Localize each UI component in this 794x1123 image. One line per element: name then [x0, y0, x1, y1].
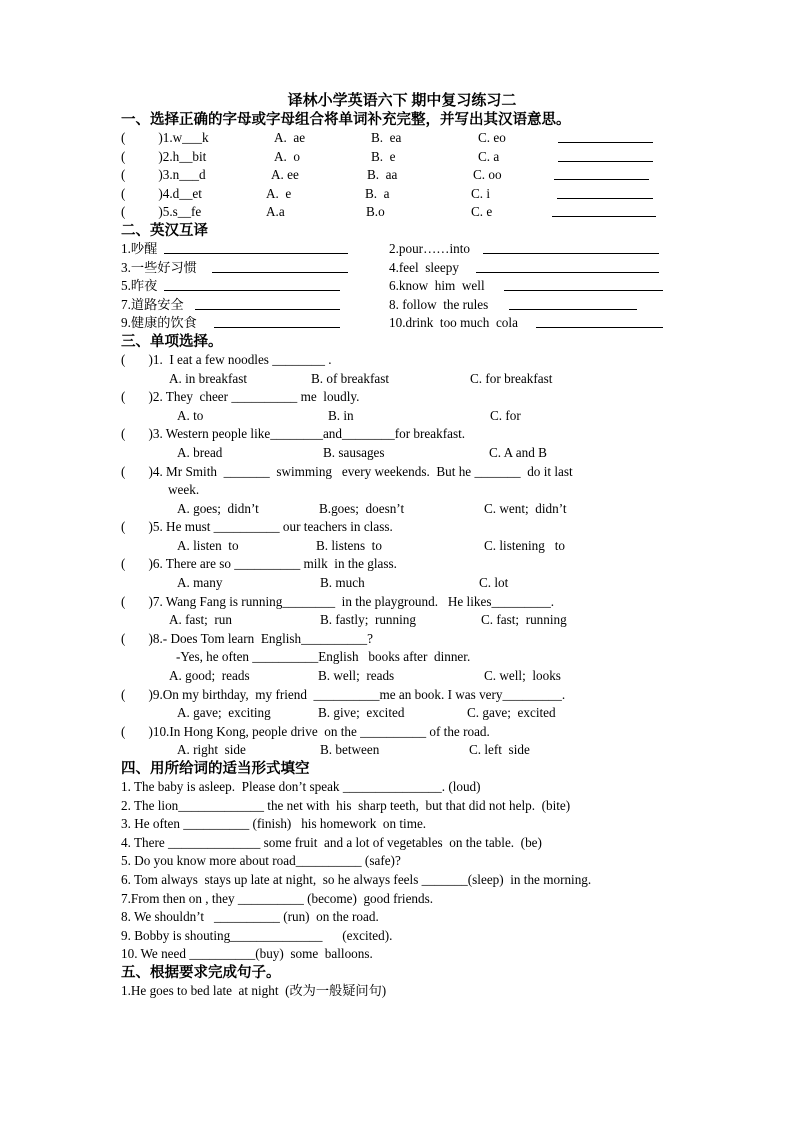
answer-blank[interactable]: [558, 161, 653, 162]
answer-blank[interactable]: [536, 327, 663, 328]
question-8: ( )8.- Does Tom learn English__________?: [121, 630, 373, 646]
answer-blank[interactable]: [504, 290, 663, 291]
answer-blank[interactable]: [554, 179, 649, 180]
answer-blank[interactable]: [164, 253, 348, 254]
options-8: A. good; reads B. well; reads C. well; looks: [169, 668, 561, 684]
question-9: ( )9.On my birthday, my friend __________me an book. I was very_________.: [121, 686, 566, 702]
question-10: ( )10.In Hong Kong, people drive on the __________ of the road.: [121, 723, 490, 739]
list-item: 3.一些好习惯 4.feel sleepy: [121, 259, 669, 278]
options-5: A. listen to B. listens to C. listening to: [177, 537, 565, 553]
list-item: 4. There ______________ some fruit and a lot of vegetables on the table. (be): [121, 834, 542, 850]
part4-list: [121, 778, 669, 964]
options-6: A. many B. much C. lot: [177, 575, 509, 591]
options-10: A. right side B. between C. left side: [177, 742, 530, 758]
section-4-heading: 四、用所给词的适当形式填空: [121, 761, 310, 777]
options-4: A. goes; didn’t B.goes; doesn’t C. went; didn’t: [177, 500, 567, 516]
part3-list: [121, 351, 669, 760]
worksheet: [121, 92, 669, 1001]
answer-blank[interactable]: [214, 327, 340, 328]
list-item: 1.吵醒 2.pour……into: [121, 240, 669, 259]
list-item: 1. The baby is asleep. Please don’t speak _______________. (loud): [121, 779, 481, 794]
list-item: 1.He goes to bed late at night (改为一般疑问句): [121, 982, 387, 998]
options-2: A. to B. in C. for: [177, 407, 521, 423]
list-item: 9. Bobby is shouting______________ (excited).: [121, 927, 393, 943]
question-4: ( )4. Mr Smith _______ swimming every weekends. But he _______ do it last: [121, 463, 573, 479]
question-4-cont: week.: [168, 482, 200, 498]
list-item: 5.昨夜 6.know him well: [121, 277, 669, 296]
list-item: 8. We shouldn’t __________ (run) on the road.: [121, 909, 379, 925]
list-item: 2. The lion_____________ the net with his sharp teeth, but that did not help. (bite): [121, 797, 571, 813]
list-item: ( )1.w___k A. ae B. ea C. eo: [121, 129, 669, 148]
answer-blank[interactable]: [164, 290, 340, 291]
section-1-heading: 一、选择正确的字母或字母组合将单词补充完整，并写出其汉语意思。: [121, 112, 571, 128]
list-item: 9.健康的饮食 10.drink too much cola: [121, 314, 669, 333]
answer-blank[interactable]: [195, 309, 340, 310]
answer-blank[interactable]: [558, 142, 653, 143]
options-3: A. bread B. sausages C. A and B: [177, 444, 547, 460]
list-item: 5. Do you know more about road__________ (safe)?: [121, 853, 401, 869]
list-item: ( )4.d__et A. e B. a C. i: [121, 185, 669, 204]
question-5: ( )5. He must __________ our teachers in class.: [121, 519, 393, 535]
list-item: ( )2.h__bit A. o B. e C. a: [121, 148, 669, 167]
section-3-heading: 三、单项选择。: [121, 333, 223, 350]
question-2: ( )2. They cheer __________ me loudly.: [121, 389, 360, 405]
answer-blank[interactable]: [557, 198, 653, 199]
question-8-reply: -Yes, he often __________English books after dinner.: [176, 649, 471, 665]
part1-list: [121, 129, 669, 222]
options-9: A. gave; exciting B. give; excited C. gave; excited: [177, 705, 556, 721]
question-1: ( )1. I eat a few noodles ________ .: [121, 351, 332, 367]
answer-blank[interactable]: [552, 216, 656, 217]
part2-list: [121, 240, 669, 333]
options-1: A. in breakfast B. of breakfast C. for breakfast: [169, 370, 553, 386]
question-7: ( )7. Wang Fang is running________ in the playground. He likes_________.: [121, 593, 555, 609]
list-item: ( )3.n___d A. ee B. aa C. oo: [121, 166, 669, 185]
answer-blank[interactable]: [509, 309, 637, 310]
list-item: 10. We need __________(buy) some balloons.: [121, 946, 373, 962]
page-title: 译林小学英语六下 期中复习练习二: [287, 93, 517, 109]
question-3: ( )3. Western people like________and________for breakfast.: [121, 426, 466, 442]
answer-blank[interactable]: [476, 272, 659, 273]
list-item: 3. He often __________ (finish) his homework on time.: [121, 816, 427, 832]
answer-blank[interactable]: [212, 272, 348, 273]
list-item: ( )5.s__fe A.a B.o C. e: [121, 203, 669, 222]
list-item: 6. Tom always stays up late at night, so he always feels _______(sleep) in the morning.: [121, 871, 592, 887]
options-7: A. fast; run B. fastly; running C. fast; running: [169, 612, 567, 628]
list-item: 7.道路安全 8. follow the rules: [121, 296, 669, 315]
section-2-heading: 二、英汉互译: [121, 222, 208, 239]
answer-blank[interactable]: [483, 253, 659, 254]
section-5-heading: 五、根据要求完成句子。: [121, 964, 281, 981]
list-item: 7.From then on , they __________ (become) good friends.: [121, 890, 434, 906]
question-6: ( )6. There are so __________ milk in the glass.: [121, 556, 397, 572]
